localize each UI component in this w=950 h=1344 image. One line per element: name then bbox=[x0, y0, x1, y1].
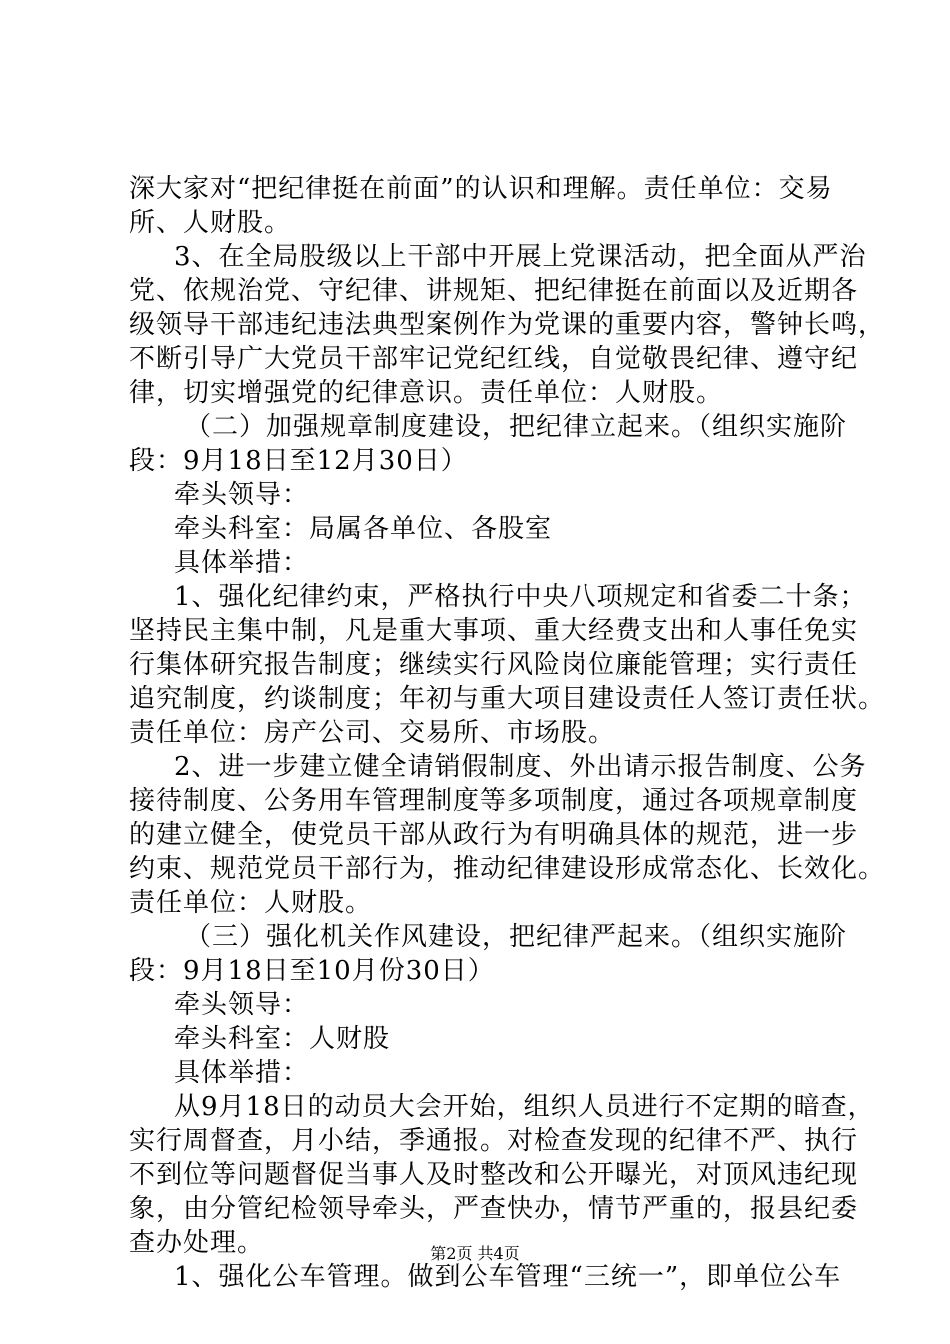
text-line: 责任单位：人财股。 bbox=[129, 888, 373, 918]
text-line: 象，由分管纪检领导牵头，严查快办，情节严重的，报县纪委 bbox=[129, 1194, 859, 1224]
text-line: 牵头领导： bbox=[174, 990, 310, 1020]
text-line: 不断引导广大党员干部牢记党纪红线，自觉敬畏纪律、遵守纪 bbox=[129, 344, 859, 374]
page-number-footer: 第2页 共4页 bbox=[430, 1244, 520, 1263]
text-line: 2、进一步建立健全请销假制度、外出请示报告制度、公务 bbox=[174, 752, 867, 782]
text-line: （二）加强规章制度建设，把纪律立起来。（组织实施阶 bbox=[185, 412, 848, 442]
text-line: 实行周督查，月小结，季通报。对检查发现的纪律不严、执行 bbox=[129, 1126, 859, 1156]
text-line: 坚持民主集中制，凡是重大事项、重大经费支出和人事任免实 bbox=[129, 616, 859, 646]
text-line: 段：9月18日至12月30日） bbox=[129, 446, 468, 476]
text-line: 党、依规治党、守纪律、讲规矩、把纪律挺在前面以及近期各 bbox=[129, 276, 859, 306]
text-line: 级领导干部违纪违法典型案例作为党课的重要内容，警钟长鸣， bbox=[129, 310, 886, 340]
text-line: 牵头科室：局属各单位、各股室 bbox=[174, 514, 553, 544]
text-line: 具体举措： bbox=[174, 548, 310, 578]
text-line: 的建立健全，使党员干部从政行为有明确具体的规范，进一步 bbox=[129, 820, 859, 850]
text-line: 约束、规范党员干部行为，推动纪律建设形成常态化、长效化。 bbox=[129, 854, 886, 884]
text-line: 查办处理。 bbox=[129, 1228, 265, 1258]
text-line: 具体举措： bbox=[174, 1058, 310, 1088]
text-line: 1、强化纪律约束，严格执行中央八项规定和省委二十条； bbox=[174, 582, 867, 612]
text-line: 追究制度，约谈制度；年初与重大项目建设责任人签订责任状。 bbox=[129, 684, 886, 714]
text-line: 深大家对“把纪律挺在前面”的认识和理解。责任单位：交易 bbox=[129, 174, 833, 204]
text-line: 责任单位：房产公司、交易所、市场股。 bbox=[129, 718, 616, 748]
document-body bbox=[129, 172, 886, 1294]
text-line: 行集体研究报告制度；继续实行风险岗位廉能管理；实行责任 bbox=[129, 650, 859, 680]
text-line: 所、人财股。 bbox=[129, 208, 292, 238]
text-line: 不到位等问题督促当事人及时整改和公开曝光，对顶风违纪现 bbox=[129, 1160, 859, 1190]
text-line: 牵头领导： bbox=[174, 480, 310, 510]
text-line: 接待制度、公务用车管理制度等多项制度，通过各项规章制度 bbox=[129, 786, 859, 816]
text-line: 律，切实增强党的纪律意识。责任单位：人财股。 bbox=[129, 378, 724, 408]
text-line: 从9月18日的动员大会开始，组织人员进行不定期的暗查， bbox=[174, 1092, 875, 1122]
text-line: 段：9月18日至10月份30日） bbox=[129, 956, 495, 986]
text-line: 3、在全局股级以上干部中开展上党课活动，把全面从严治 bbox=[174, 242, 867, 272]
text-line: （三）强化机关作风建设，把纪律严起来。（组织实施阶 bbox=[185, 922, 848, 952]
text-line: 1、强化公车管理。做到公车管理“三统一”，即单位公车 bbox=[174, 1262, 842, 1292]
text-line: 牵头科室：人财股 bbox=[174, 1024, 391, 1054]
